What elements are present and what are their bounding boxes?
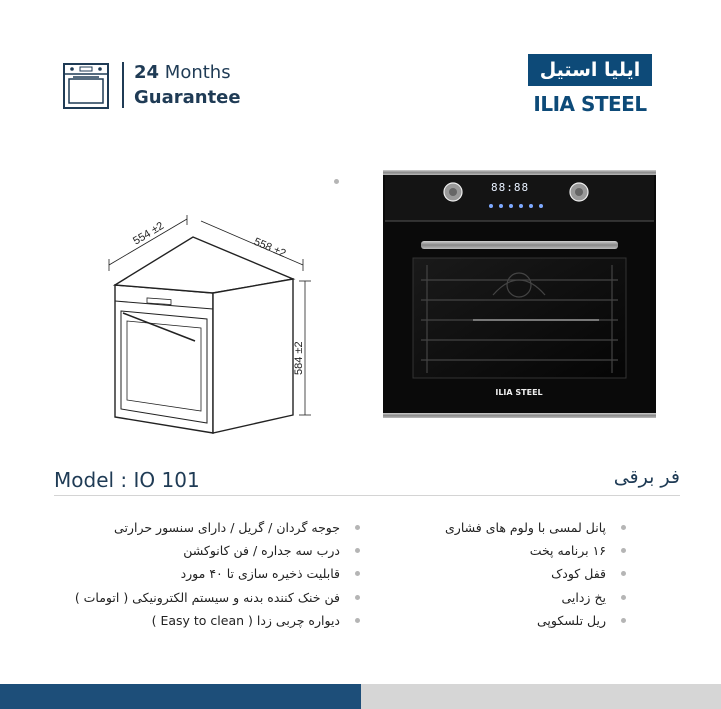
list-item: یخ زدایی xyxy=(420,586,626,609)
guarantee-label: Guarantee xyxy=(134,87,241,108)
list-item: پانل لمسی با ولوم های فشاری xyxy=(420,516,626,539)
door-handle xyxy=(421,241,618,249)
list-item: درب سه جداره / فن کانوکشن xyxy=(110,539,360,562)
features-left-list xyxy=(74,516,360,632)
oven-display: 88:88 xyxy=(491,181,530,194)
bullet-icon xyxy=(355,595,360,600)
bullet-icon xyxy=(355,571,360,576)
oven-image xyxy=(383,170,656,418)
oven-brand-label: ILIA STEEL xyxy=(495,388,543,397)
list-item: قفل کودک xyxy=(420,562,626,585)
list-item: جوجه گردان / گریل / دارای سنسور حرارتی xyxy=(110,516,360,539)
bullet-icon xyxy=(621,571,626,576)
height-dimension: 584 ±2 xyxy=(293,341,305,375)
bullet-icon xyxy=(355,618,360,623)
list-item: فن خنک کننده بدنه و سیستم الکترونیکی ( اتومات ) xyxy=(110,586,360,609)
features-right-list xyxy=(420,516,626,632)
model-number: Model : IO 101 xyxy=(54,468,200,492)
section-divider xyxy=(54,495,680,496)
brand-logo-fa: ایلیا استیل xyxy=(528,54,652,86)
bullet-icon xyxy=(621,548,626,553)
bullet-icon xyxy=(621,618,626,623)
footer-bar-blue xyxy=(0,684,361,709)
product-title: فر برقی xyxy=(613,466,680,488)
bullet-icon xyxy=(355,525,360,530)
brand-logo-en: ILIA STEEL xyxy=(533,92,647,116)
dimension-drawing xyxy=(105,215,320,440)
list-item: قابلیت ذخیره سازی تا ۴۰ مورد xyxy=(110,562,360,585)
bullet-icon xyxy=(334,179,339,184)
bullet-icon xyxy=(355,548,360,553)
width-dimension: 554 ±2 xyxy=(131,219,167,248)
list-item: ریل تلسکوپی xyxy=(420,609,626,632)
depth-dimension: 558 ±2 xyxy=(252,235,288,261)
bullet-icon xyxy=(621,595,626,600)
list-item: ۱۶ برنامه پخت xyxy=(420,539,626,562)
oven-outline-icon xyxy=(62,62,110,110)
guarantee-divider xyxy=(122,62,124,108)
footer-bar-grey xyxy=(361,684,721,709)
guarantee-months: 24 Months xyxy=(134,62,231,83)
list-item: دیواره چربی زدا ( Easy to clean ) xyxy=(110,609,360,632)
bullet-icon xyxy=(621,525,626,530)
